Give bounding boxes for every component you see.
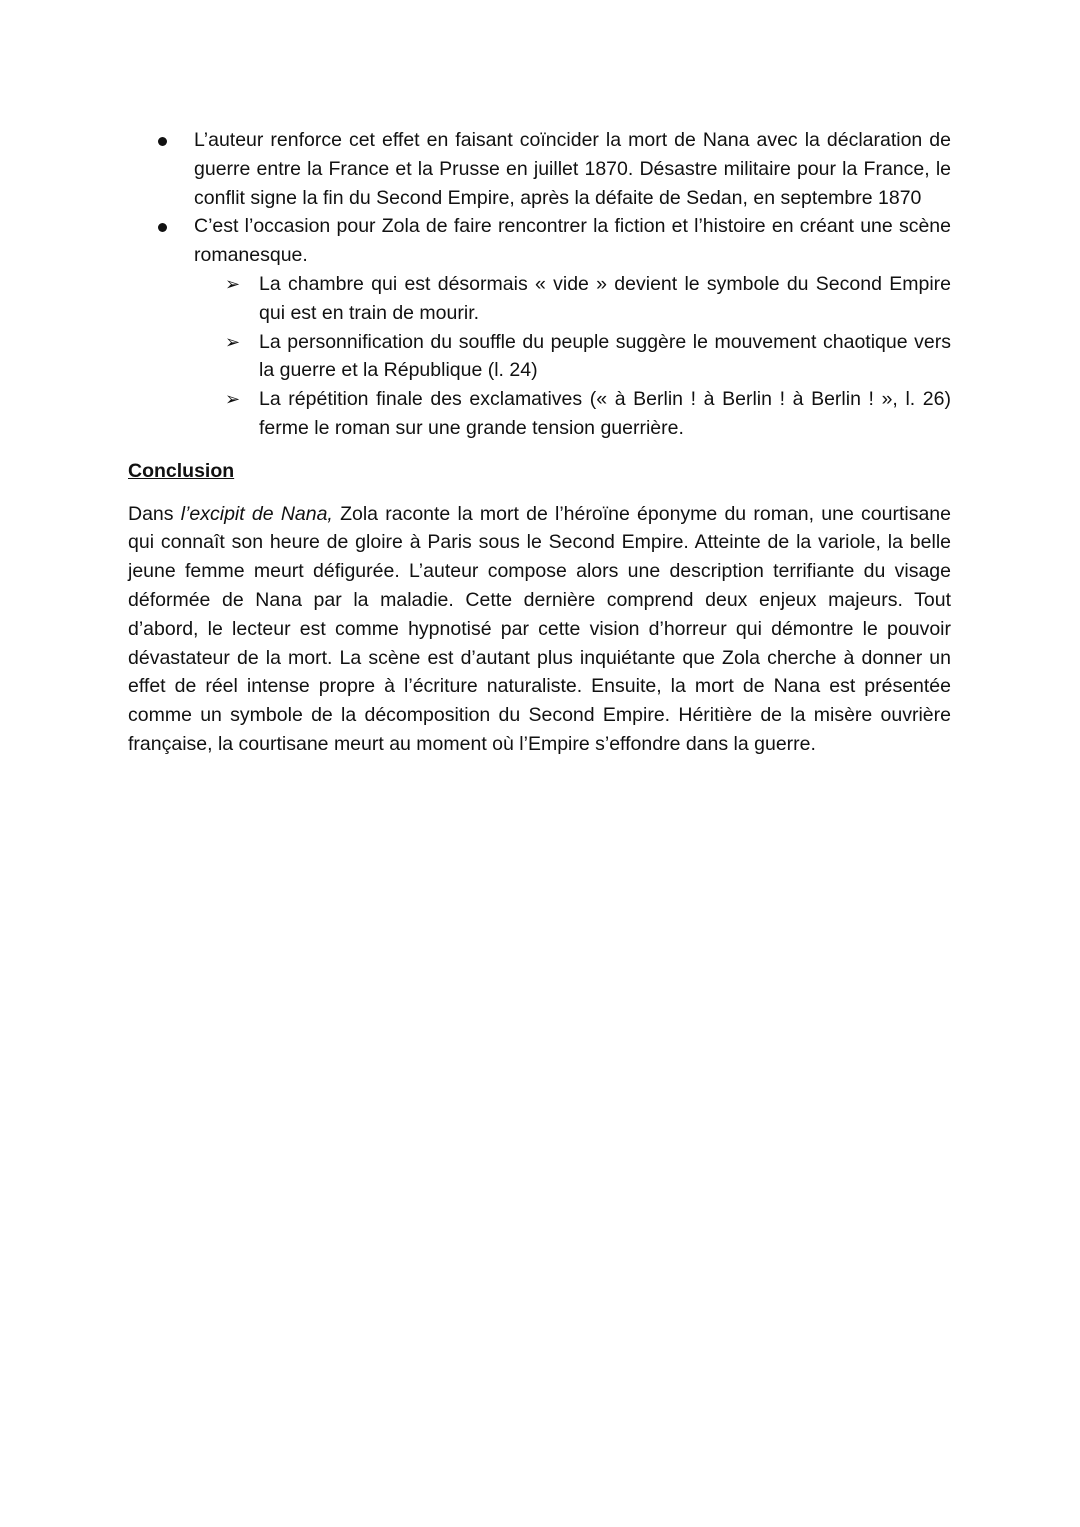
conclusion-intro: Dans xyxy=(128,502,181,525)
sub-bullet-text: La répétition finale des exclamatives (« à Berlin ! à Berlin ! à Berlin ! », l. 26) ferme le roman sur une grande tension guerrière. xyxy=(259,388,951,439)
sub-bullet-item xyxy=(128,385,951,443)
bullet-text: C’est l’occasion pour Zola de faire rencontrer la fiction et l’histoire en créant une scène romanesque. xyxy=(194,215,951,267)
bullet-dot-icon xyxy=(158,137,167,146)
conclusion-italic: l’excipit de Nana, xyxy=(180,502,333,525)
sub-bullet-text: La personnification du souffle du peuple suggère le mouvement chaotique vers la guerre et la République (l. 24) xyxy=(259,330,951,382)
bullet-text: L’auteur renforce cet effet en faisant coïncider la mort de Nana avec la déclaration de guerre entre la France et la Prusse en juillet 1870. Désastre militaire pour la France, le conflit signe la fin du Second Empire, après la défaite de Sedan, en septembre 1870 xyxy=(194,129,951,209)
bullet-dot-icon xyxy=(158,223,167,232)
sub-bullet-item xyxy=(128,328,951,386)
arrowhead-bullet-icon: ➢ xyxy=(225,331,241,352)
bullet-item xyxy=(128,126,951,212)
conclusion-paragraph xyxy=(128,500,951,759)
sub-bullet-item xyxy=(128,270,951,328)
conclusion-body: Zola raconte la mort de l’héroïne éponyme du roman, une courtisane qui connaît son heure de gloire à Paris sous le Second Empire. Atteinte de la variole, la belle jeune femme meurt défigurée. L’auteur compose alors une description terrifiante du visage déformée de Nana par la maladie. Cette dernière comprend deux enjeux majeurs. Tout d’abord, le lecteur est comme hypnotisé par cette vision d’horreur qui démontre le pouvoir dévastateur de la mort. La scène est d’autant plus inquiétante que Zola cherche à donner un effet de réel intense propre à l’écriture naturaliste. Ensuite, la mort de Nana est présentée comme un symbole de la décomposition du Second Empire. Héritière de la misère ouvrière française, la courtisane meurt au moment où l’Empire s’effondre dans la guerre. xyxy=(128,502,952,755)
sub-bullet-text: La chambre qui est désormais « vide » devient le symbole du Second Empire qui est en train de mourir. xyxy=(259,272,951,324)
document-page xyxy=(128,126,951,778)
conclusion-heading: Conclusion xyxy=(128,459,235,482)
bullet-item xyxy=(128,212,951,270)
sub-bullet-list xyxy=(128,270,951,443)
arrowhead-bullet-icon: ➢ xyxy=(225,389,241,410)
arrowhead-bullet-icon: ➢ xyxy=(225,273,241,294)
bullet-list xyxy=(128,126,951,270)
